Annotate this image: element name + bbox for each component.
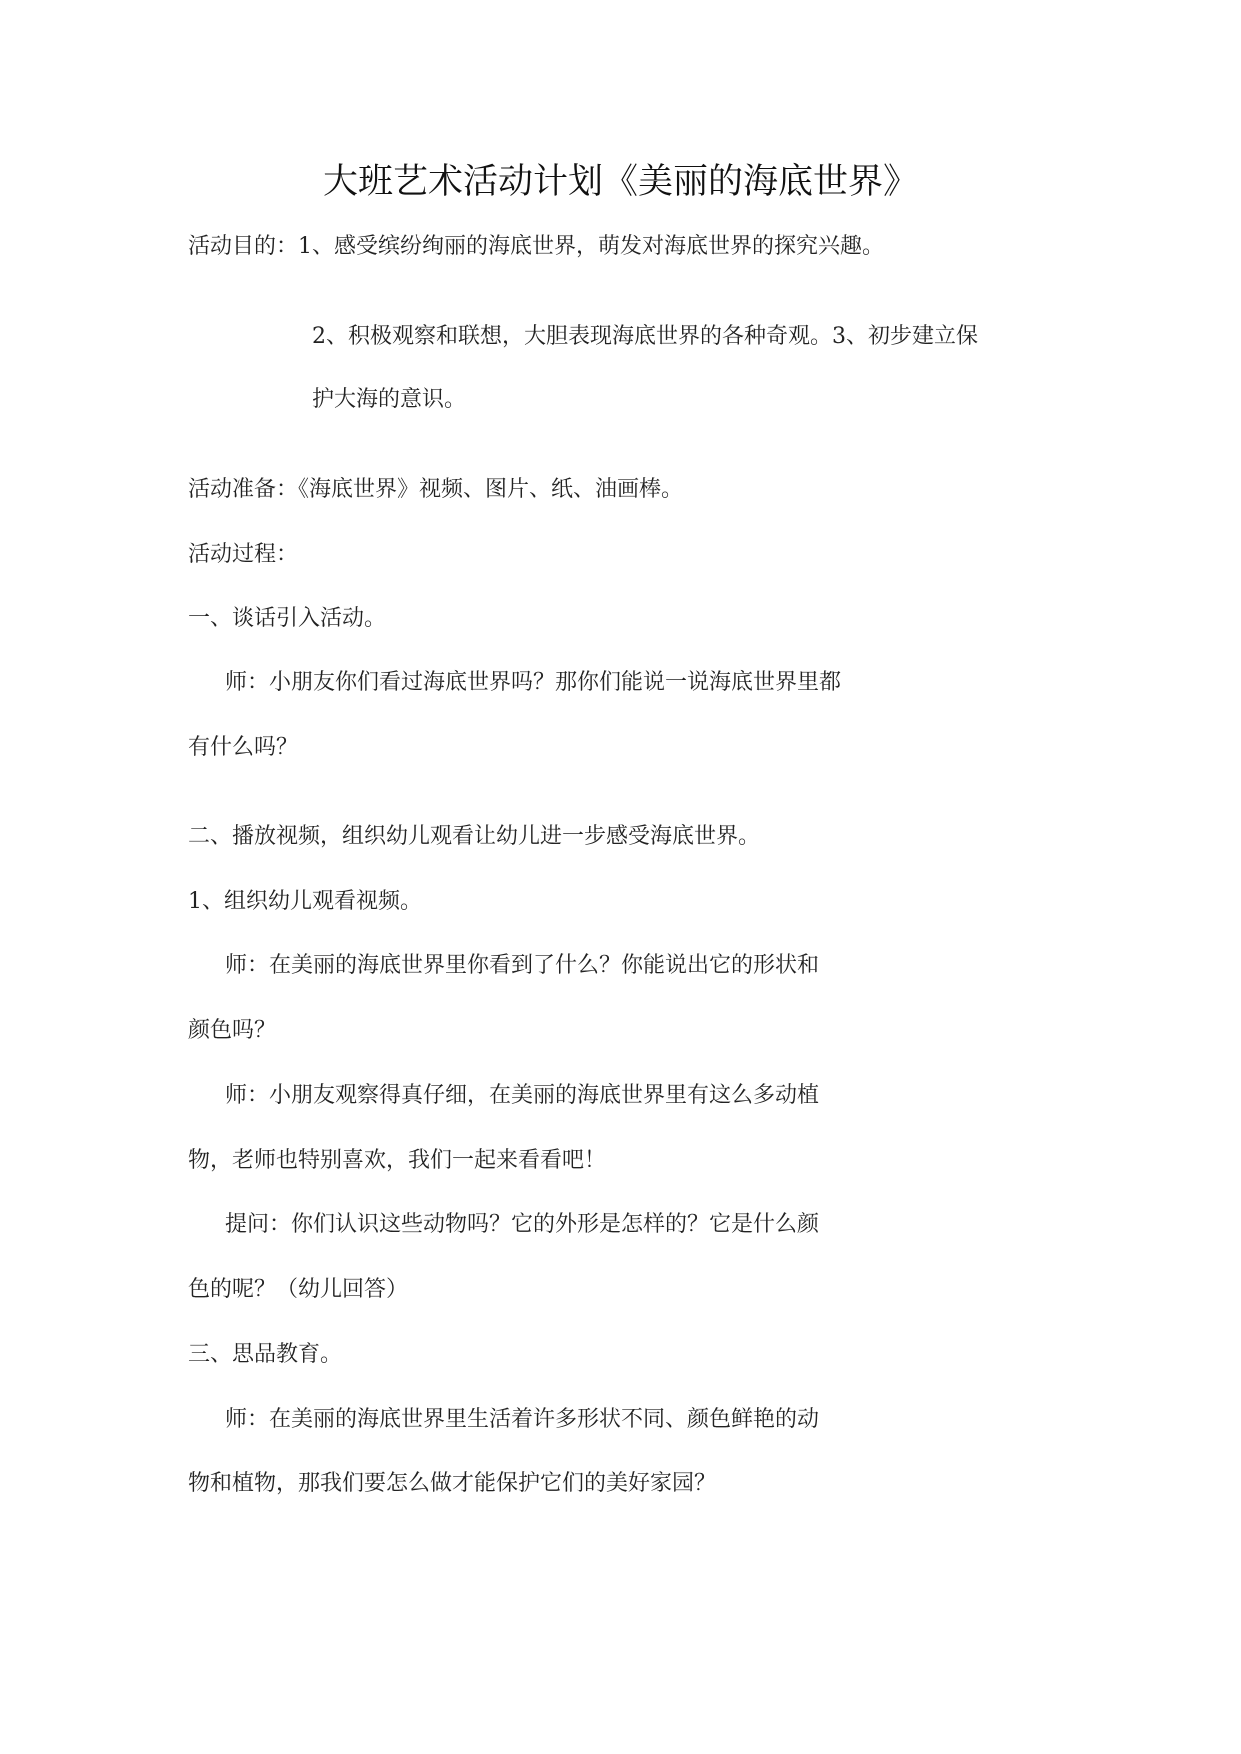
paragraph-line: 师：小朋友你们看过海底世界吗？那你们能说一说海底世界里都: [225, 670, 842, 695]
paragraph-line: 师：在美丽的海底世界里你看到了什么？你能说出它的形状和: [225, 953, 820, 978]
paragraph-line: 2、积极观察和联想，大胆表现海底世界的各种奇观。3、初步建立保: [312, 324, 978, 349]
document-title: 大班艺术活动计划《美丽的海底世界》: [322, 162, 918, 202]
paragraph-line: 物，老师也特别喜欢，我们一起来看看吧！: [188, 1148, 607, 1173]
section-heading: 一、谈话引入活动。: [188, 606, 387, 631]
paragraph-line: 有什么吗？: [188, 735, 299, 760]
paragraph-line: 护大海的意识。: [312, 387, 467, 412]
section-heading: 三、思品教育。: [188, 1342, 343, 1367]
paragraph-line: 颜色吗？: [188, 1018, 277, 1043]
paragraph-line: 活动目的：1、感受缤纷绚丽的海底世界，萌发对海底世界的探究兴趣。: [188, 234, 884, 259]
section-heading: 二、播放视频，组织幼儿观看让幼儿进一步感受海底世界。: [188, 824, 761, 849]
paragraph-line: 活动过程：: [188, 542, 299, 567]
paragraph-line: 物和植物，那我们要怎么做才能保护它们的美好家园？: [188, 1471, 717, 1496]
paragraph-line: 师：在美丽的海底世界里生活着许多形状不同、颜色鲜艳的动: [225, 1407, 820, 1432]
paragraph-line: 1、组织幼儿观看视频。: [188, 889, 422, 914]
paragraph-line: 活动准备：《海底世界》视频、图片、纸、油画棒。: [188, 477, 684, 502]
paragraph-line: 师：小朋友观察得真仔细，在美丽的海底世界里有这么多动植: [225, 1083, 820, 1108]
paragraph-line: 色的呢？（幼儿回答）: [188, 1277, 409, 1302]
paragraph-line: 提问：你们认识这些动物吗？它的外形是怎样的？它是什么颜: [225, 1212, 820, 1237]
